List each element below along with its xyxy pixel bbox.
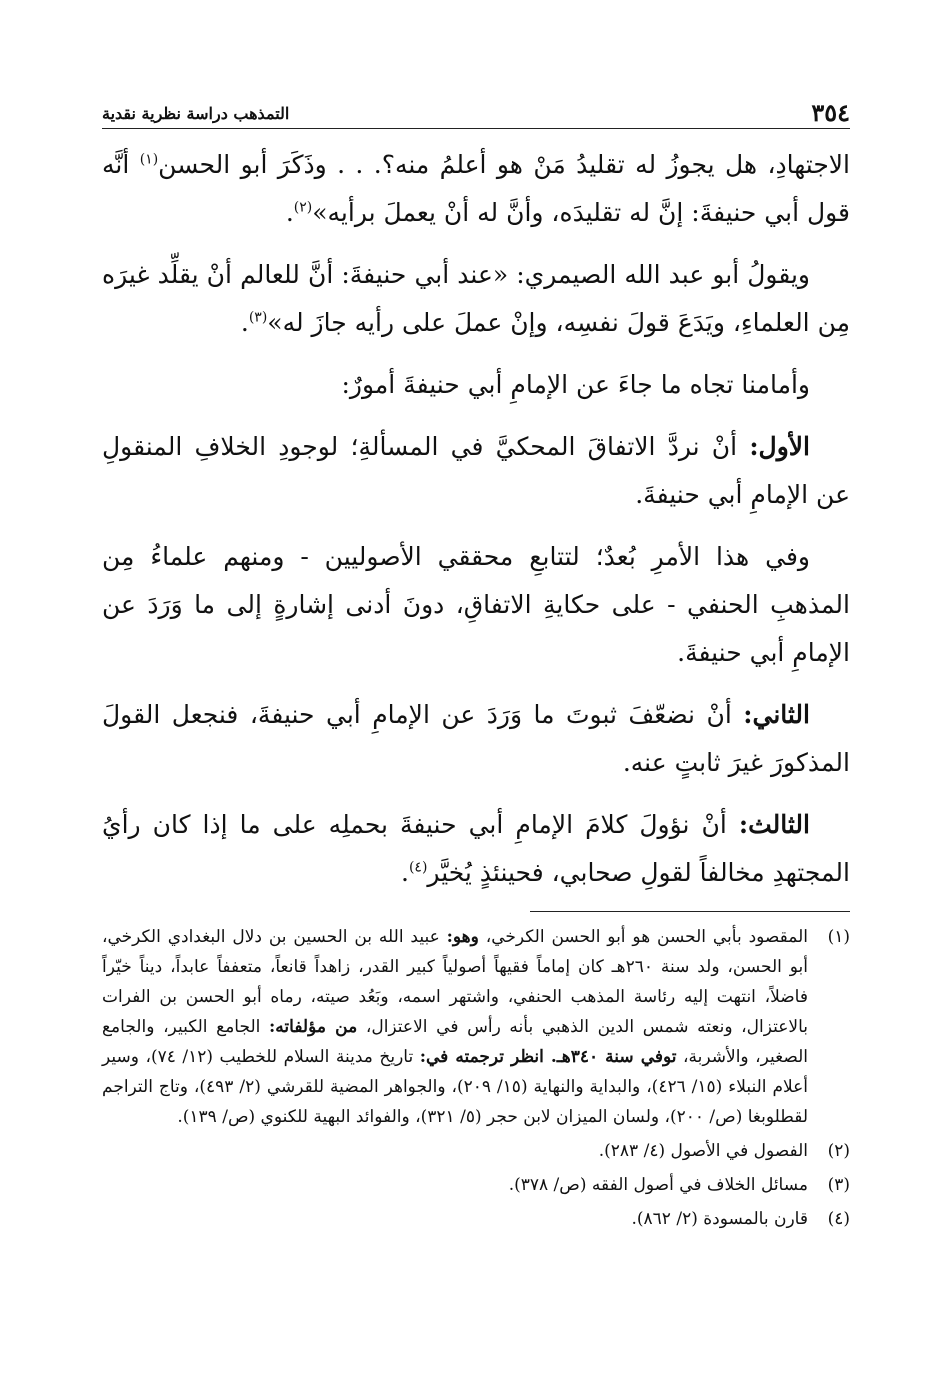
footnote-number: (٤) <box>827 1209 850 1229</box>
paragraph-7-lead: الثالث: <box>738 810 810 839</box>
paragraph-1-text-a: الاجتهادِ، هل يجوزُ له تقليدُ مَنْ هو أعلمُ منه؟. . . وذَكَرَ أبو الحسن <box>158 150 850 179</box>
paragraph-6 <box>102 691 850 787</box>
footnote-4 <box>102 1204 850 1234</box>
paragraph-2-text-b: . <box>240 308 249 337</box>
footnote-1-bold-c: توفي سنة ٣٤٠هـ. انظر ترجمته في: <box>419 1047 677 1067</box>
footnote-text: مسائل الخلاف في أصول الفقه (ص/ ٣٧٨). <box>508 1175 808 1195</box>
main-text <box>102 141 850 897</box>
footnote-1-bold-a: وهو: <box>446 927 479 947</box>
paragraph-5: وفي هذا الأمرِ بُعدٌ؛ لتتابعِ محققي الأصوليين - ومنهم علماءُ مِن المذهبِ الحنفي - على حكايةِ الاتفاقِ، دونَ أدنى إشارةٍ إلى ما وَرَدَ عن الإمامِ أبي حنيفةَ. <box>102 542 850 667</box>
footnote-text: الفصول في الأصول (٤/ ٢٨٣). <box>598 1141 808 1161</box>
book-page <box>102 92 850 1238</box>
paragraph-4 <box>102 423 850 519</box>
footnote-text <box>102 922 808 1132</box>
footnote-1-text-d: تاريخ مدينة السلام للخطيب (١٢/ ٧٤)، وسير أعلام النبلاء (١٥/ ٤٢٦)، والبداية والنهاية (١٥/ ٢٠٩)، والجواهر المضية للقرشي (٢/ ٤٩٣)، وتاج التراجم لقطلوبغا (ص/ ٢٠٠)، ولسان الميزان لابن حجر (٥/ ٣٢١)، والفوائد البهية للكنوي (ص/ ١٣٩). <box>102 1047 809 1127</box>
footnote-1-text-c: الجامع الكبير، والجامع الصغير، والأشربة، <box>102 1017 808 1067</box>
footnote-ref-4: (٤) <box>408 859 428 876</box>
footnote-1-text-a: المقصود بأبي الحسن هو أبو الحسن الكرخي، <box>478 927 808 947</box>
footnote-1 <box>102 922 850 1132</box>
footnote-1-text-b: عبيد الله بن الحسين بن دلال البغدادي الكرخي، أبو الحسن، ولد سنة ٢٦٠هـ كان إماماً فقيهاً أصولياً كبير القدر، زاهداً قانعاً، متعففاً عابداً، ديناً خيّراً فاضلاً، انتهت إليه رئاسة المذهب الحنفي، واشتهر اسمه، وبَعُد صيته، رماه أبو الحسن بن الفرات بالاعتزال، ونعته شمس الدين الذهبي بأنه رأس في الاعتزال، <box>102 927 809 1037</box>
paragraph-1-text-b: أنَّه قول أبي حنيفةَ: إنَّ له تقليدَه، وأنَّ له أنْ يعملَ برأيه» <box>102 150 850 227</box>
footnote-1-bold-b: من مؤلفاته: <box>269 1017 358 1037</box>
paragraph-4-lead: الأول: <box>749 432 810 461</box>
paragraph-3: وأمامنا تجاه ما جاءَ عن الإمامِ أبي حنيفةَ أمورٌ: <box>341 370 810 399</box>
footnote-3 <box>102 1170 850 1200</box>
page-number: ٣٥٤ <box>811 98 850 127</box>
footnote-ref-2: (٢) <box>293 199 313 216</box>
paragraph-2 <box>102 251 850 347</box>
footnote-text: قارن بالمسودة (٢/ ٨٦٢). <box>631 1209 808 1229</box>
footnote-number: (٢) <box>827 1141 850 1161</box>
footnote-number: (١) <box>827 927 850 947</box>
footnote-2 <box>102 1136 850 1166</box>
paragraph-7 <box>102 801 850 897</box>
running-title: التمذهب دراسة نظرية نقدية <box>102 104 290 123</box>
footnote-ref-3: (٣) <box>248 309 268 326</box>
paragraph-6-lead: الثاني: <box>743 700 810 729</box>
paragraph-6-text: أنْ نضعّفَ ثبوتَ ما وَرَدَ عن الإمامِ أبي حنيفةَ، فنجعل القولَ المذكورَ غيرَ ثابتٍ عنه. <box>102 700 850 777</box>
paragraph-7-end: . <box>401 858 409 887</box>
footnotes <box>102 922 850 1234</box>
page-header <box>102 92 850 129</box>
paragraph-4-text: أنْ نردَّ الاتفاقَ المحكيَّ في المسألةِ؛ لوجودِ الخلافِ المنقولِ عن الإمامِ أبي حنيفةَ. <box>102 432 850 509</box>
paragraph-7-text: أنْ نؤولَ كلامَ الإمامِ أبي حنيفةَ بحملِه على ما إذا كان رأيُ المجتهدِ مخالفاً لقولِ صحابي، فحينئذٍ يُخيَّر <box>102 810 850 887</box>
paragraph-1 <box>102 141 850 237</box>
footnote-number: (٣) <box>827 1175 850 1195</box>
footnote-ref-1: (١) <box>139 151 159 168</box>
paragraph-1-text-c: . <box>285 198 294 227</box>
footnote-divider <box>530 911 850 912</box>
paragraph-2-text-a: ويقولُ أبو عبد الله الصيمري: «عند أبي حنيفةَ: أنَّ للعالم أنْ يقلِّد غيرَه مِن العلماءِ، ويَدَعَ قولَ نفسِه، وإنْ عملَ على رأيه جازَ له» <box>102 260 850 337</box>
